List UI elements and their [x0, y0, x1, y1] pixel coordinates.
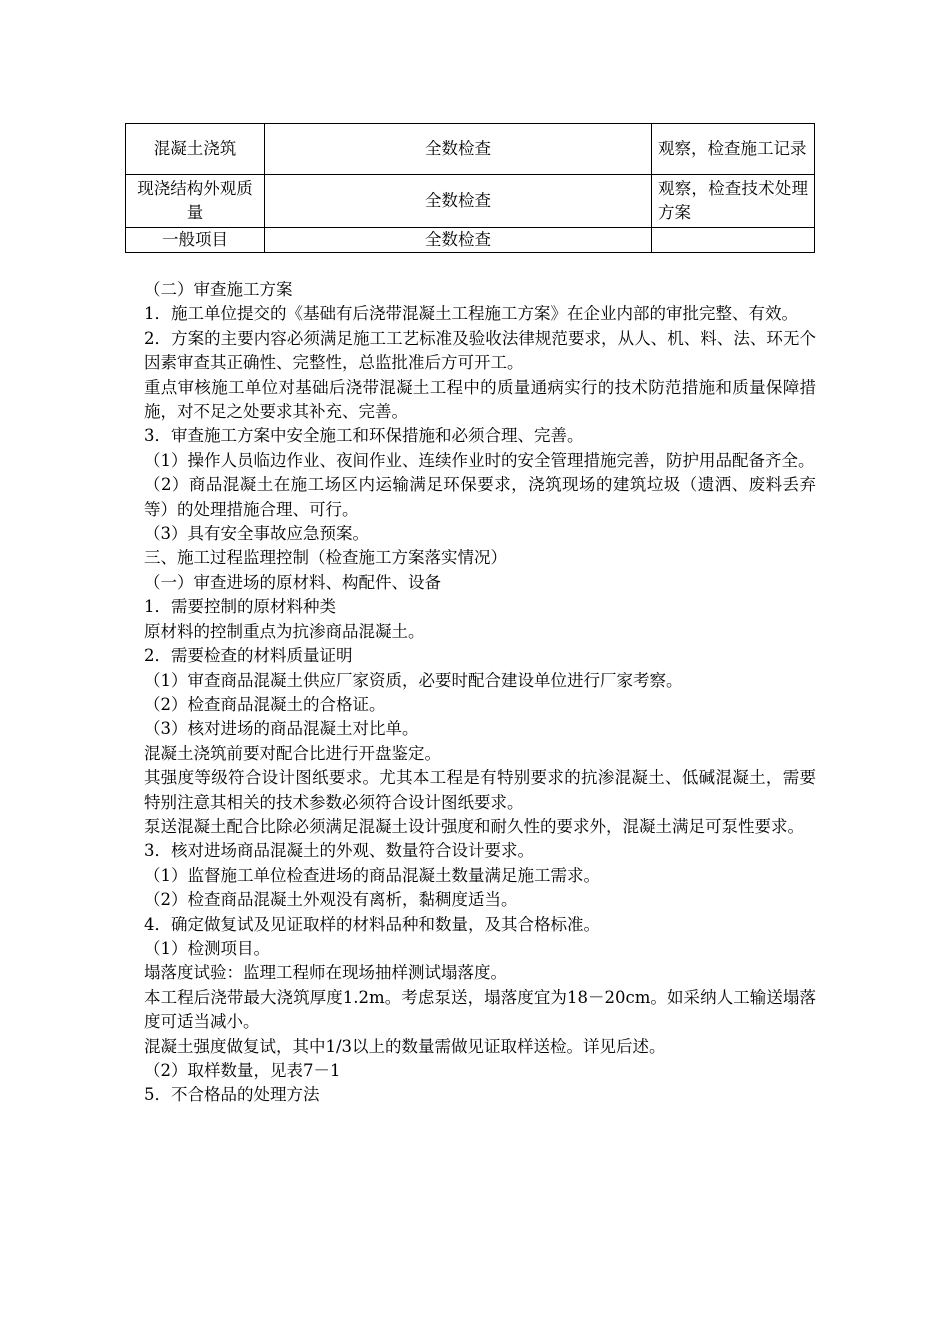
paragraph: 5．不合格品的处理方法	[144, 1085, 320, 1105]
paragraph: 2．方案的主要内容必须满足施工工艺标准及验收法律规范要求，从人、机、料、法、环无个因素审查其正确性、完整性，总监批准后方可开工。	[144, 328, 816, 373]
paragraph: 重点审核施工单位对基础后浇带混凝土工程中的质量通病实行的技术防范措施和质量保障措施，对不足之处要求其补充、完善。	[144, 377, 816, 422]
table-row	[126, 124, 815, 175]
paragraph: 1．需要控制的原材料种类	[144, 597, 336, 617]
paragraph: （2）检查商品混凝土外观没有离析，黏稠度适当。	[144, 890, 518, 910]
table-cell-method	[652, 228, 815, 253]
paragraph: （1）监督施工单位检查进场的商品混凝土数量满足施工需求。	[144, 865, 600, 885]
paragraph: 泵送混凝土配合比除必须满足混凝土设计强度和耐久性的要求外，混凝土满足可泵性要求。	[144, 816, 804, 836]
paragraph: （2）取样数量，见表7－1	[144, 1061, 341, 1080]
table-cell-method: 观察，检查施工记录	[652, 124, 815, 175]
paragraph: （3）具有安全事故应急预案。	[144, 524, 369, 544]
paragraph: 混凝土浇筑前要对配合比进行开盘鉴定。	[144, 743, 441, 763]
paragraph: （2）商品混凝土在施工场区内运输满足环保要求，浇筑现场的建筑垃圾（遗洒、废料丢弃等）的处理措施合理、可行。	[144, 475, 816, 519]
paragraph: 2．需要检查的材料质量证明	[144, 646, 353, 666]
paragraph: 其强度等级符合设计图纸要求。尤其本工程是有特别要求的抗渗混凝土、低碱混凝土，需要特别注意其相关的技术参数必须符合设计图纸要求。	[144, 768, 816, 812]
paragraph: （2）检查商品混凝土的合格证。	[144, 694, 386, 714]
subsection-heading: （二）审查施工方案	[144, 280, 293, 299]
paragraph: （1）操作人员临边作业、夜间作业、连续作业时的安全管理措施完善，防护用品配备齐全。	[144, 450, 815, 470]
paragraph: 3．核对进场商品混凝土的外观、数量符合设计要求。	[144, 841, 534, 861]
table-cell-item: 混凝土浇筑	[126, 124, 265, 175]
section-heading: 三、施工过程监理控制（检查施工方案落实情况）	[144, 548, 507, 568]
paragraph: 本工程后浇带最大浇筑厚度1.2m。考虑泵送，塌落度宜为18－20cm。如采纳人工输送塌落度可适当减小。	[144, 987, 816, 1032]
paragraph: （1）检测项目。	[144, 938, 270, 958]
paragraph: 3．审查施工方案中安全施工和环保措施和必须合理、完善。	[144, 426, 584, 446]
paragraph: （3）核对进场的商品混凝土对比单。	[144, 719, 419, 739]
paragraph: （1）审查商品混凝土供应厂家资质，必要时配合建设单位进行厂家考察。	[144, 670, 683, 690]
paragraph: 原材料的控制重点为抗渗商品混凝土。	[144, 621, 425, 641]
table-cell-scope: 全数检查	[265, 228, 652, 253]
paragraph: 塌落度试验：监理工程师在现场抽样测试塌落度。	[144, 963, 507, 983]
table-cell-item: 一般项目	[126, 228, 265, 253]
body-text	[144, 278, 816, 1108]
paragraph: 4．确定做复试及见证取样的材料品种和数量，及其合格标准。	[144, 914, 600, 934]
subsection-heading: （一）审查进场的原材料、构配件、设备	[144, 572, 441, 592]
table-row	[126, 175, 815, 228]
inspection-table	[125, 123, 815, 253]
table-cell-scope: 全数检查	[265, 175, 652, 228]
table-cell-method: 观察，检查技术处理方案	[652, 175, 815, 228]
paragraph: 1．施工单位提交的《基础有后浇带混凝土工程施工方案》在企业内部的审批完整、有效。	[144, 304, 798, 324]
table-cell-scope: 全数检查	[265, 124, 652, 175]
table-row	[126, 228, 815, 253]
table-cell-item: 现浇结构外观质量	[126, 175, 265, 228]
paragraph: 混凝土强度做复试，其中1/3以上的数量需做见证取样送检。详见后述。	[144, 1036, 666, 1056]
